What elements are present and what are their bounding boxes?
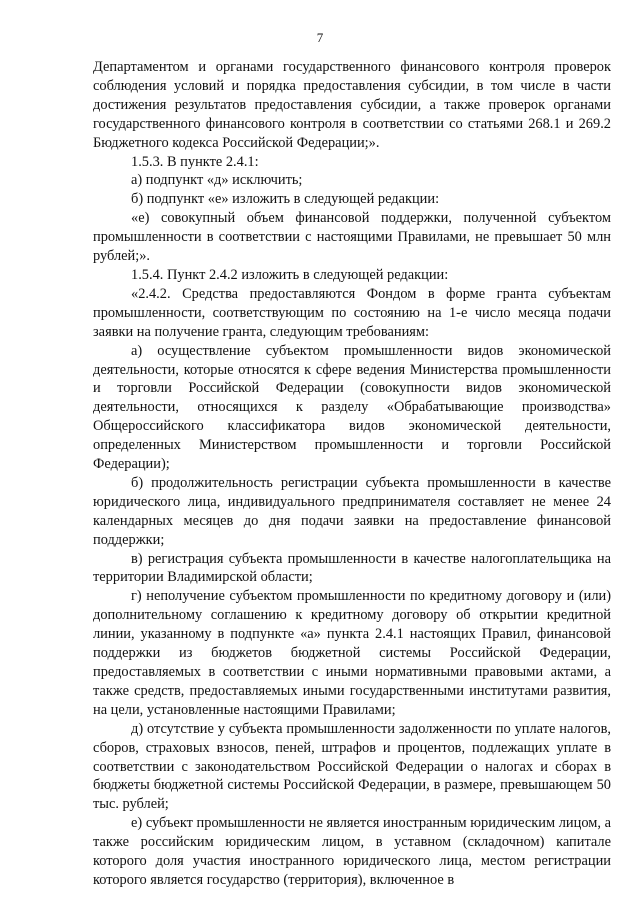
requirement-e: е) субъект промышленности не является иностранным юридическим лицом, а также российским юридическим лицом, в уставном (складочном) капитале которого доля участия иностранного юридического лица, местом регистрации которого является государство (территория), включенное в [93,815,611,888]
paragraph-quoted-e: «е) совокупный объем финансовой поддержки, полученной субъектом промышленности в соответствии с настоящими Правилами, не превышает 50 млн рублей;». [93,210,611,265]
paragraph-continuation: Департаментом и органами государственного финансового контроля проверок соблюдения условий и порядка предоставления субсидии, в том числе в части достижения результатов предоставления субсидии, а также проверок органами государственного финансового контроля в соответствии со статьями 268.1 и 269.2 Бюджетного кодекса Российской Федерации;». [93,59,611,151]
document-body [93,58,611,890]
requirement-a: а) осуществление субъектом промышленности видов экономической деятельности, которые относятся к сфере ведения Министерства промышленности и торговли Российской Федерации (совокупности видов экономической деятельности, относящихся к разделу «Обрабатывающие производства» Общероссийского классификатора видов экономической деятельности, определенных Министерством промышленности и торговли Российской Федерации); [93,342,611,473]
requirement-b: б) продолжительность регистрации субъекта промышленности в качестве юридического лица, индивидуального предпринимателя составляет не менее 24 календарных месяцев до дня подачи заявки на предоставление финансовой поддержки; [93,474,611,548]
paragraph-item-1-5-4: 1.5.4. Пункт 2.4.2 изложить в следующей редакции: [131,266,449,283]
paragraph-2-4-2: «2.4.2. Средства предоставляются Фондом в форме гранта субъектам промышленности, соответствующим по состоянию на 1-е число месяца подачи заявки на получение гранта, следующим требованиям: [93,285,611,340]
page-number: 7 [316,30,324,45]
paragraph-subitem-b: б) подпункт «е» изложить в следующей редакции: [131,191,440,208]
requirement-g: г) неполучение субъектом промышленности по кредитному договору и (или) дополнительному соглашению к кредитному договору об открытии кредитной линии, указанному в подпункте «а» пункта 2.4.1 настоящих Правил, финансовой поддержки из бюджетов бюджетной системы Российской Федерации, предоставляемых в соответствии с иными нормативными правовыми актами, а также средств, предоставляемых иными государственными институтами развития, на цели, установленные настоящими Правилами; [93,588,611,718]
paragraph-item-1-5-3: 1.5.3. В пункте 2.4.1: [131,153,259,170]
requirement-v: в) регистрация субъекта промышленности в качестве налогоплательщика на территории Владимирской области; [93,550,611,586]
paragraph-subitem-a: а) подпункт «д» исключить; [131,172,303,189]
requirement-d: д) отсутствие у субъекта промышленности задолженности по уплате налогов, сборов, страховых взносов, пеней, штрафов и процентов, подлежащих уплате в соответствии с законодательством Российской Федерации о налогах и сборах в бюджеты бюджетной системы Российской Федерации, в размере, превышающем 50 тыс. рублей; [93,720,611,813]
